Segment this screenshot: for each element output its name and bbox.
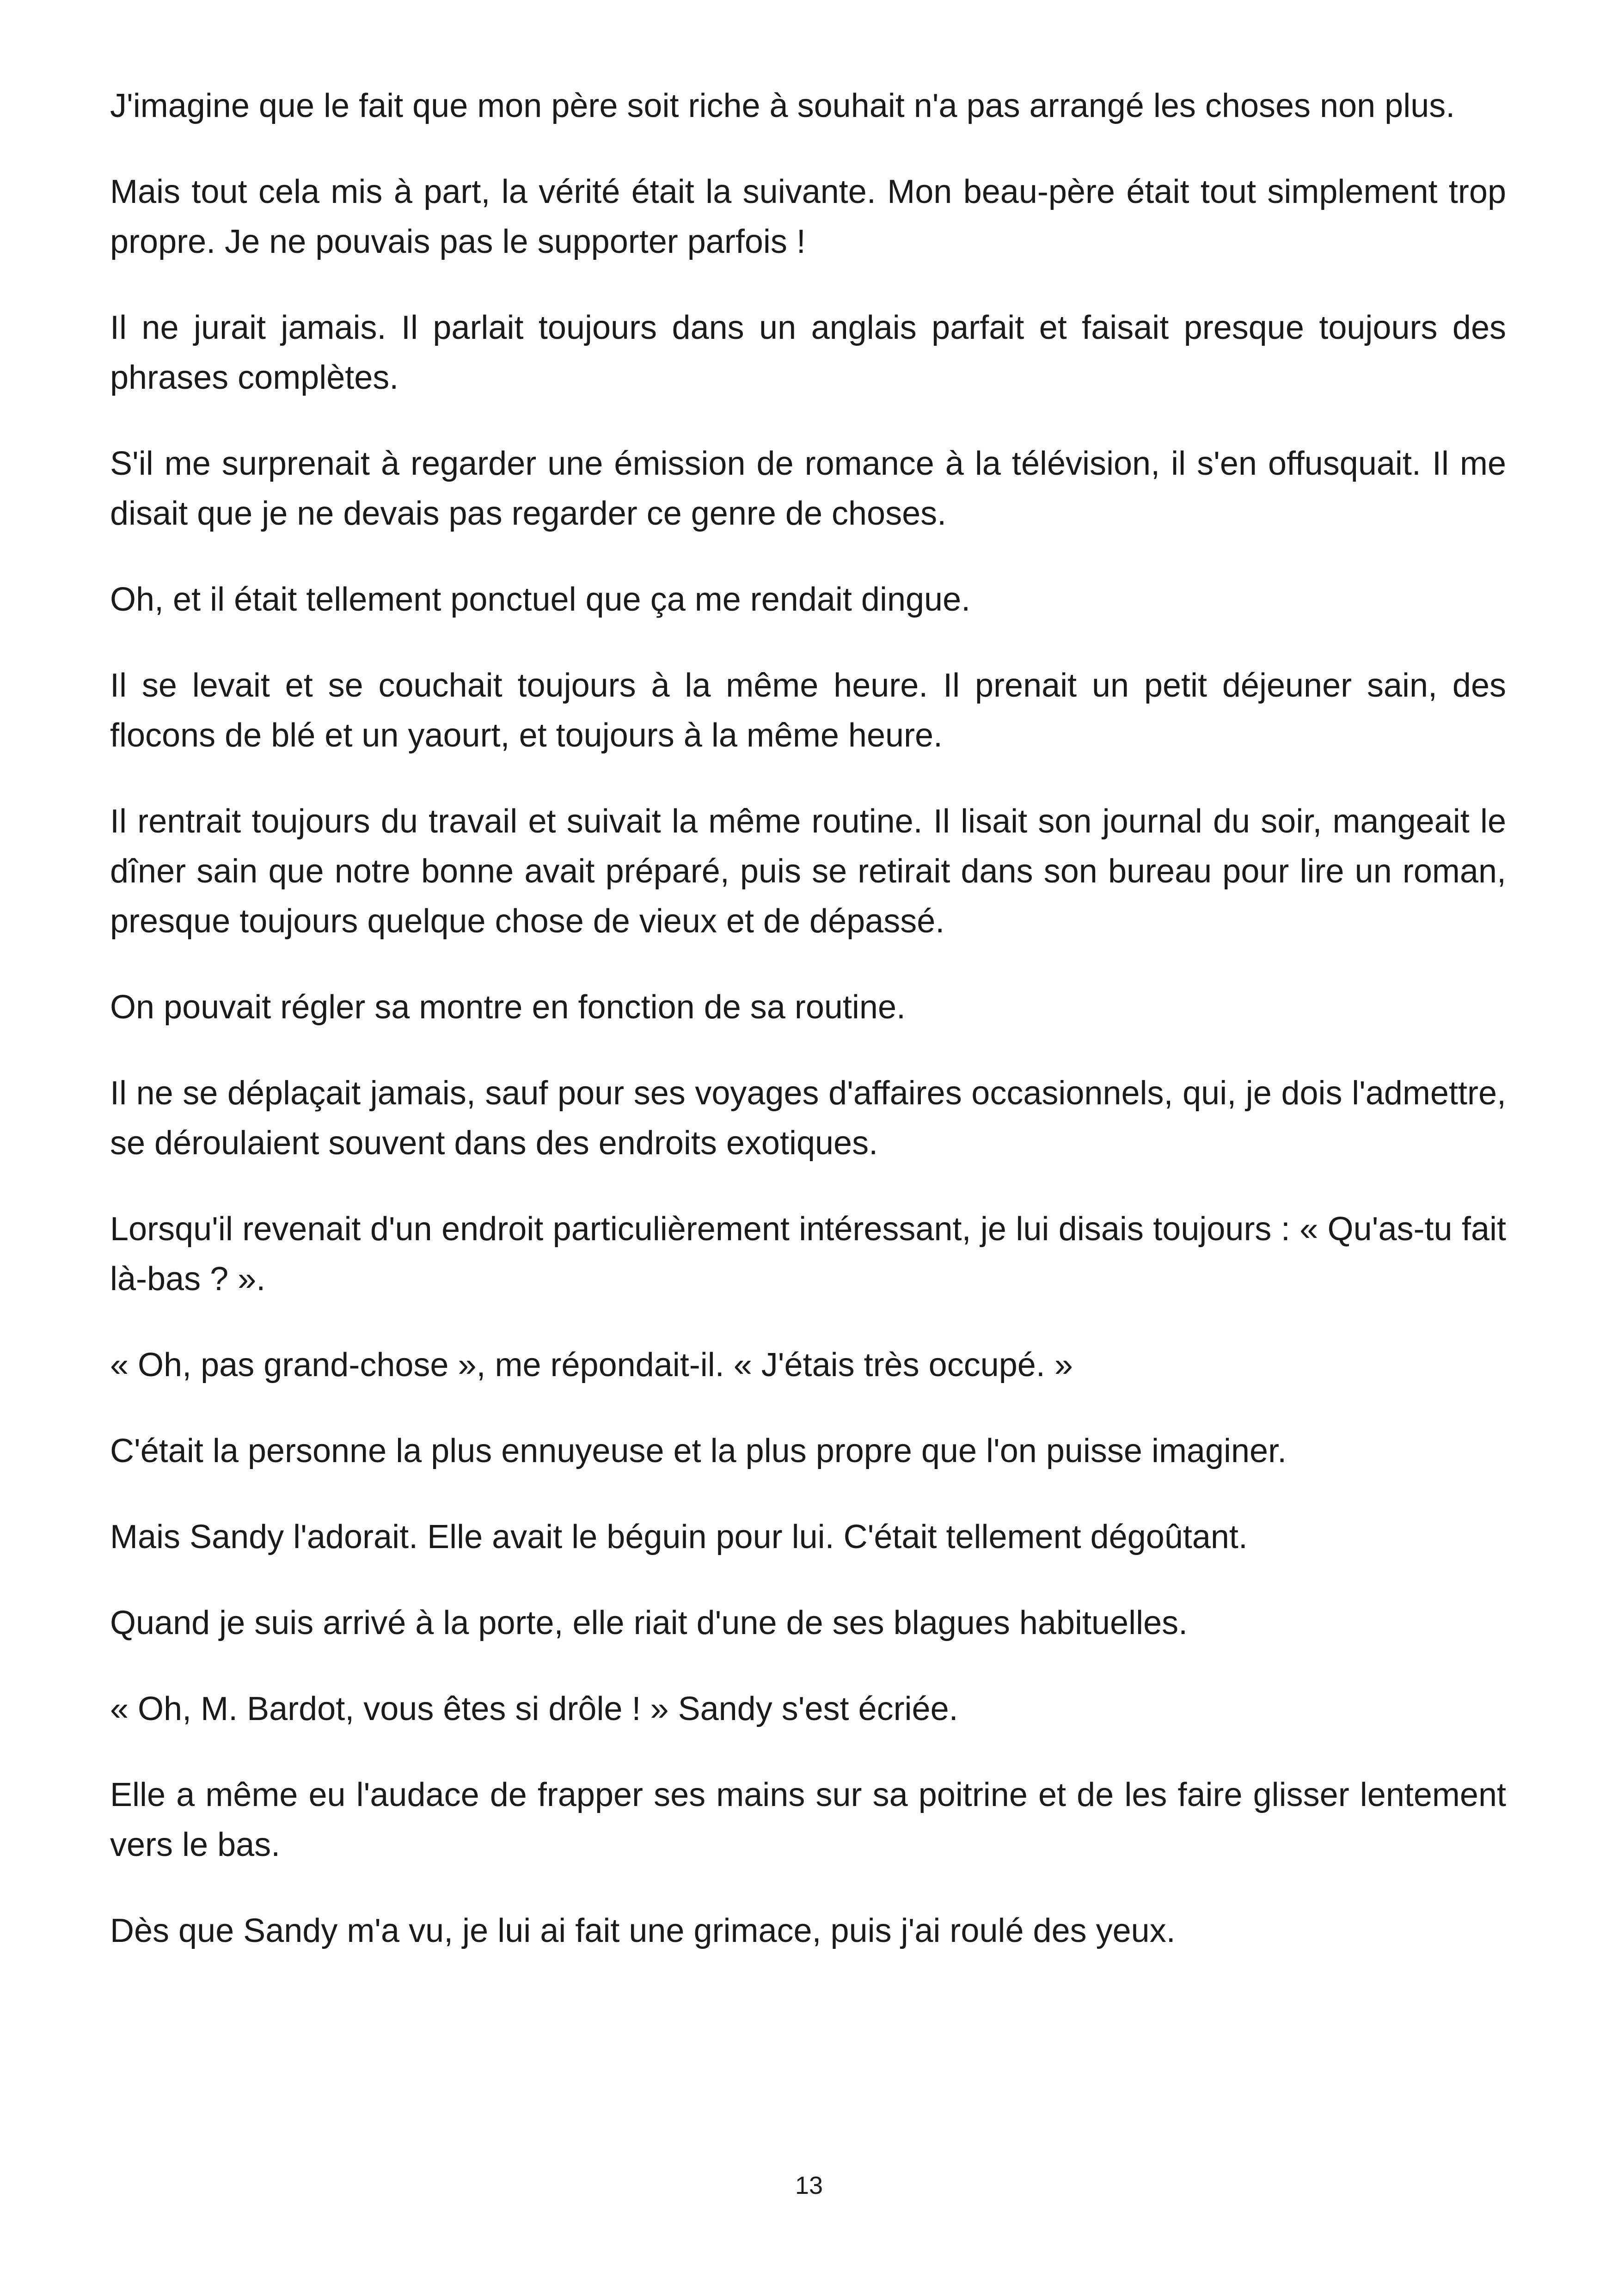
page-body [110,81,1506,1992]
page-number: 13 [795,2172,823,2199]
paragraph: On pouvait régler sa montre en fonction de sa routine. [110,989,906,1026]
paragraph: Il ne se déplaçait jamais, sauf pour ses voyages d'affaires occasionnels, qui, je dois l'admettre, se déroulaient souvent dans des endroits exotiques. [110,1075,1506,1162]
paragraph: « Oh, pas grand-chose », me répondait-il. « J'étais très occupé. » [110,1347,1073,1384]
paragraph: Il rentrait toujours du travail et suivait la même routine. Il lisait son journal du soir, mangeait le dîner sain que notre bonne avait préparé, puis se retirait dans son bureau pour lire un roman, presque toujours quelque chose de vieux et de dépassé. [110,803,1506,940]
paragraph: Quand je suis arrivé à la porte, elle riait d'une de ses blagues habituelles. [110,1604,1188,1641]
paragraph: Lorsqu'il revenait d'un endroit particulièrement intéressant, je lui disais toujours : « Qu'as-tu fait là-bas ? ». [110,1211,1506,1298]
paragraph: S'il me surprenait à regarder une émission de romance à la télévision, il s'en offusquait. Il me disait que je ne devais pas regarder ce genre de choses. [110,445,1506,532]
paragraph: Oh, et il était tellement ponctuel que ça me rendait dingue. [110,581,971,618]
paragraph: C'était la personne la plus ennuyeuse et la plus propre que l'on puisse imaginer. [110,1433,1287,1469]
paragraph: Mais Sandy l'adorait. Elle avait le béguin pour lui. C'était tellement dégoûtant. [110,1518,1248,1555]
paragraph: Il se levait et se couchait toujours à la même heure. Il prenait un petit déjeuner sain, des flocons de blé et un yaourt, et toujours à la même heure. [110,667,1506,754]
paragraph: Dès que Sandy m'a vu, je lui ai fait une grimace, puis j'ai roulé des yeux. [110,1912,1176,1949]
paragraph: J'imagine que le fait que mon père soit riche à souhait n'a pas arrangé les choses non plus. [110,87,1455,124]
paragraph: « Oh, M. Bardot, vous êtes si drôle ! » Sandy s'est écriée. [110,1690,958,1727]
paragraph: Il ne jurait jamais. Il parlait toujours dans un anglais parfait et faisait presque toujours des phrases complètes. [110,309,1506,396]
paragraph: Mais tout cela mis à part, la vérité était la suivante. Mon beau-père était tout simplement trop propre. Je ne pouvais pas le supporter parfois ! [110,173,1506,260]
paragraph: Elle a même eu l'audace de frapper ses mains sur sa poitrine et de les faire glisser lentement vers le bas. [110,1776,1506,1863]
